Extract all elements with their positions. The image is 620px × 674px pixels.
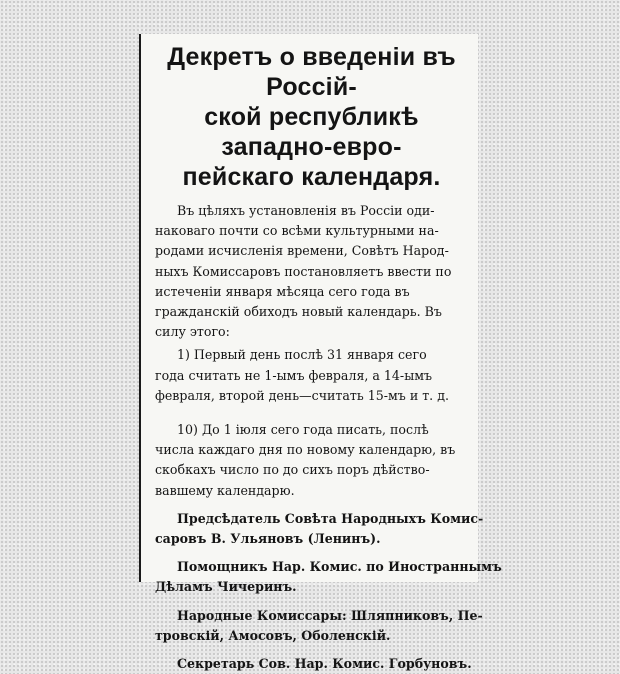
text-line: февраля, второй день—считать 15-мъ и т. д. (155, 387, 449, 403)
newspaper-clipping (139, 34, 502, 672)
secretary-signature (155, 654, 472, 674)
item-1-paragraph (155, 345, 468, 406)
chairman-signature (155, 509, 484, 549)
text-line: гражданскій обиходъ новый календарь. Въ (155, 304, 442, 320)
text-line: истеченіи января мѣсяца сего года въ (155, 283, 410, 299)
text-line: вавшему календарю. (155, 482, 295, 498)
text-line: Секретарь Сов. Нар. Комис. Горбуновъ. (177, 656, 472, 672)
text-line: года считать не 1-ымъ февраля, а 14-ымъ (155, 367, 433, 383)
text-line: саровъ В. Ульяновъ (Ленинъ). (155, 531, 381, 547)
text-line: тровскій, Амосовъ, Оболенскій. (155, 627, 391, 643)
headline-line: Декретъ о введеніи въ Россій- (167, 43, 456, 101)
headline-line: пейскаго календаря. (182, 163, 441, 191)
text-line: ныхъ Комиссаровъ постановляетъ ввести по (155, 263, 452, 279)
text-line: родами исчисленія времени, Совѣтъ Народ- (155, 243, 449, 259)
text-line: 1) Первый день послѣ 31 января сего (177, 347, 427, 363)
text-line: 10) До 1 іюля сего года писать, послѣ (177, 422, 429, 438)
text-line: Народные Комиссары: Шляпниковъ, Пе- (177, 607, 483, 623)
text-line: наковаго почти со всѣми культурными на- (155, 223, 439, 239)
decree-headline (155, 42, 468, 192)
text-line: Дѣламъ Чичеринъ. (155, 579, 297, 595)
text-line: числа каждаго дня по новому календарю, въ (155, 442, 456, 458)
text-line: скобкахъ число по до сихъ поръ дѣйство- (155, 462, 430, 478)
text-line: Предсѣдатель Совѣта Народныхъ Комис- (177, 510, 484, 526)
commissars-signature (155, 606, 483, 646)
headline-line: ской республикѣ западно-евро- (204, 103, 419, 161)
intro-paragraph (155, 201, 468, 342)
item-10-paragraph (155, 420, 468, 501)
deputy-signature (155, 557, 502, 597)
text-line: Помощникъ Нар. Комис. по Иностраннымъ (177, 559, 502, 575)
text-line: силу этого: (155, 324, 230, 340)
text-line: Въ цѣляхъ установленія въ Россіи оди- (177, 203, 435, 218)
